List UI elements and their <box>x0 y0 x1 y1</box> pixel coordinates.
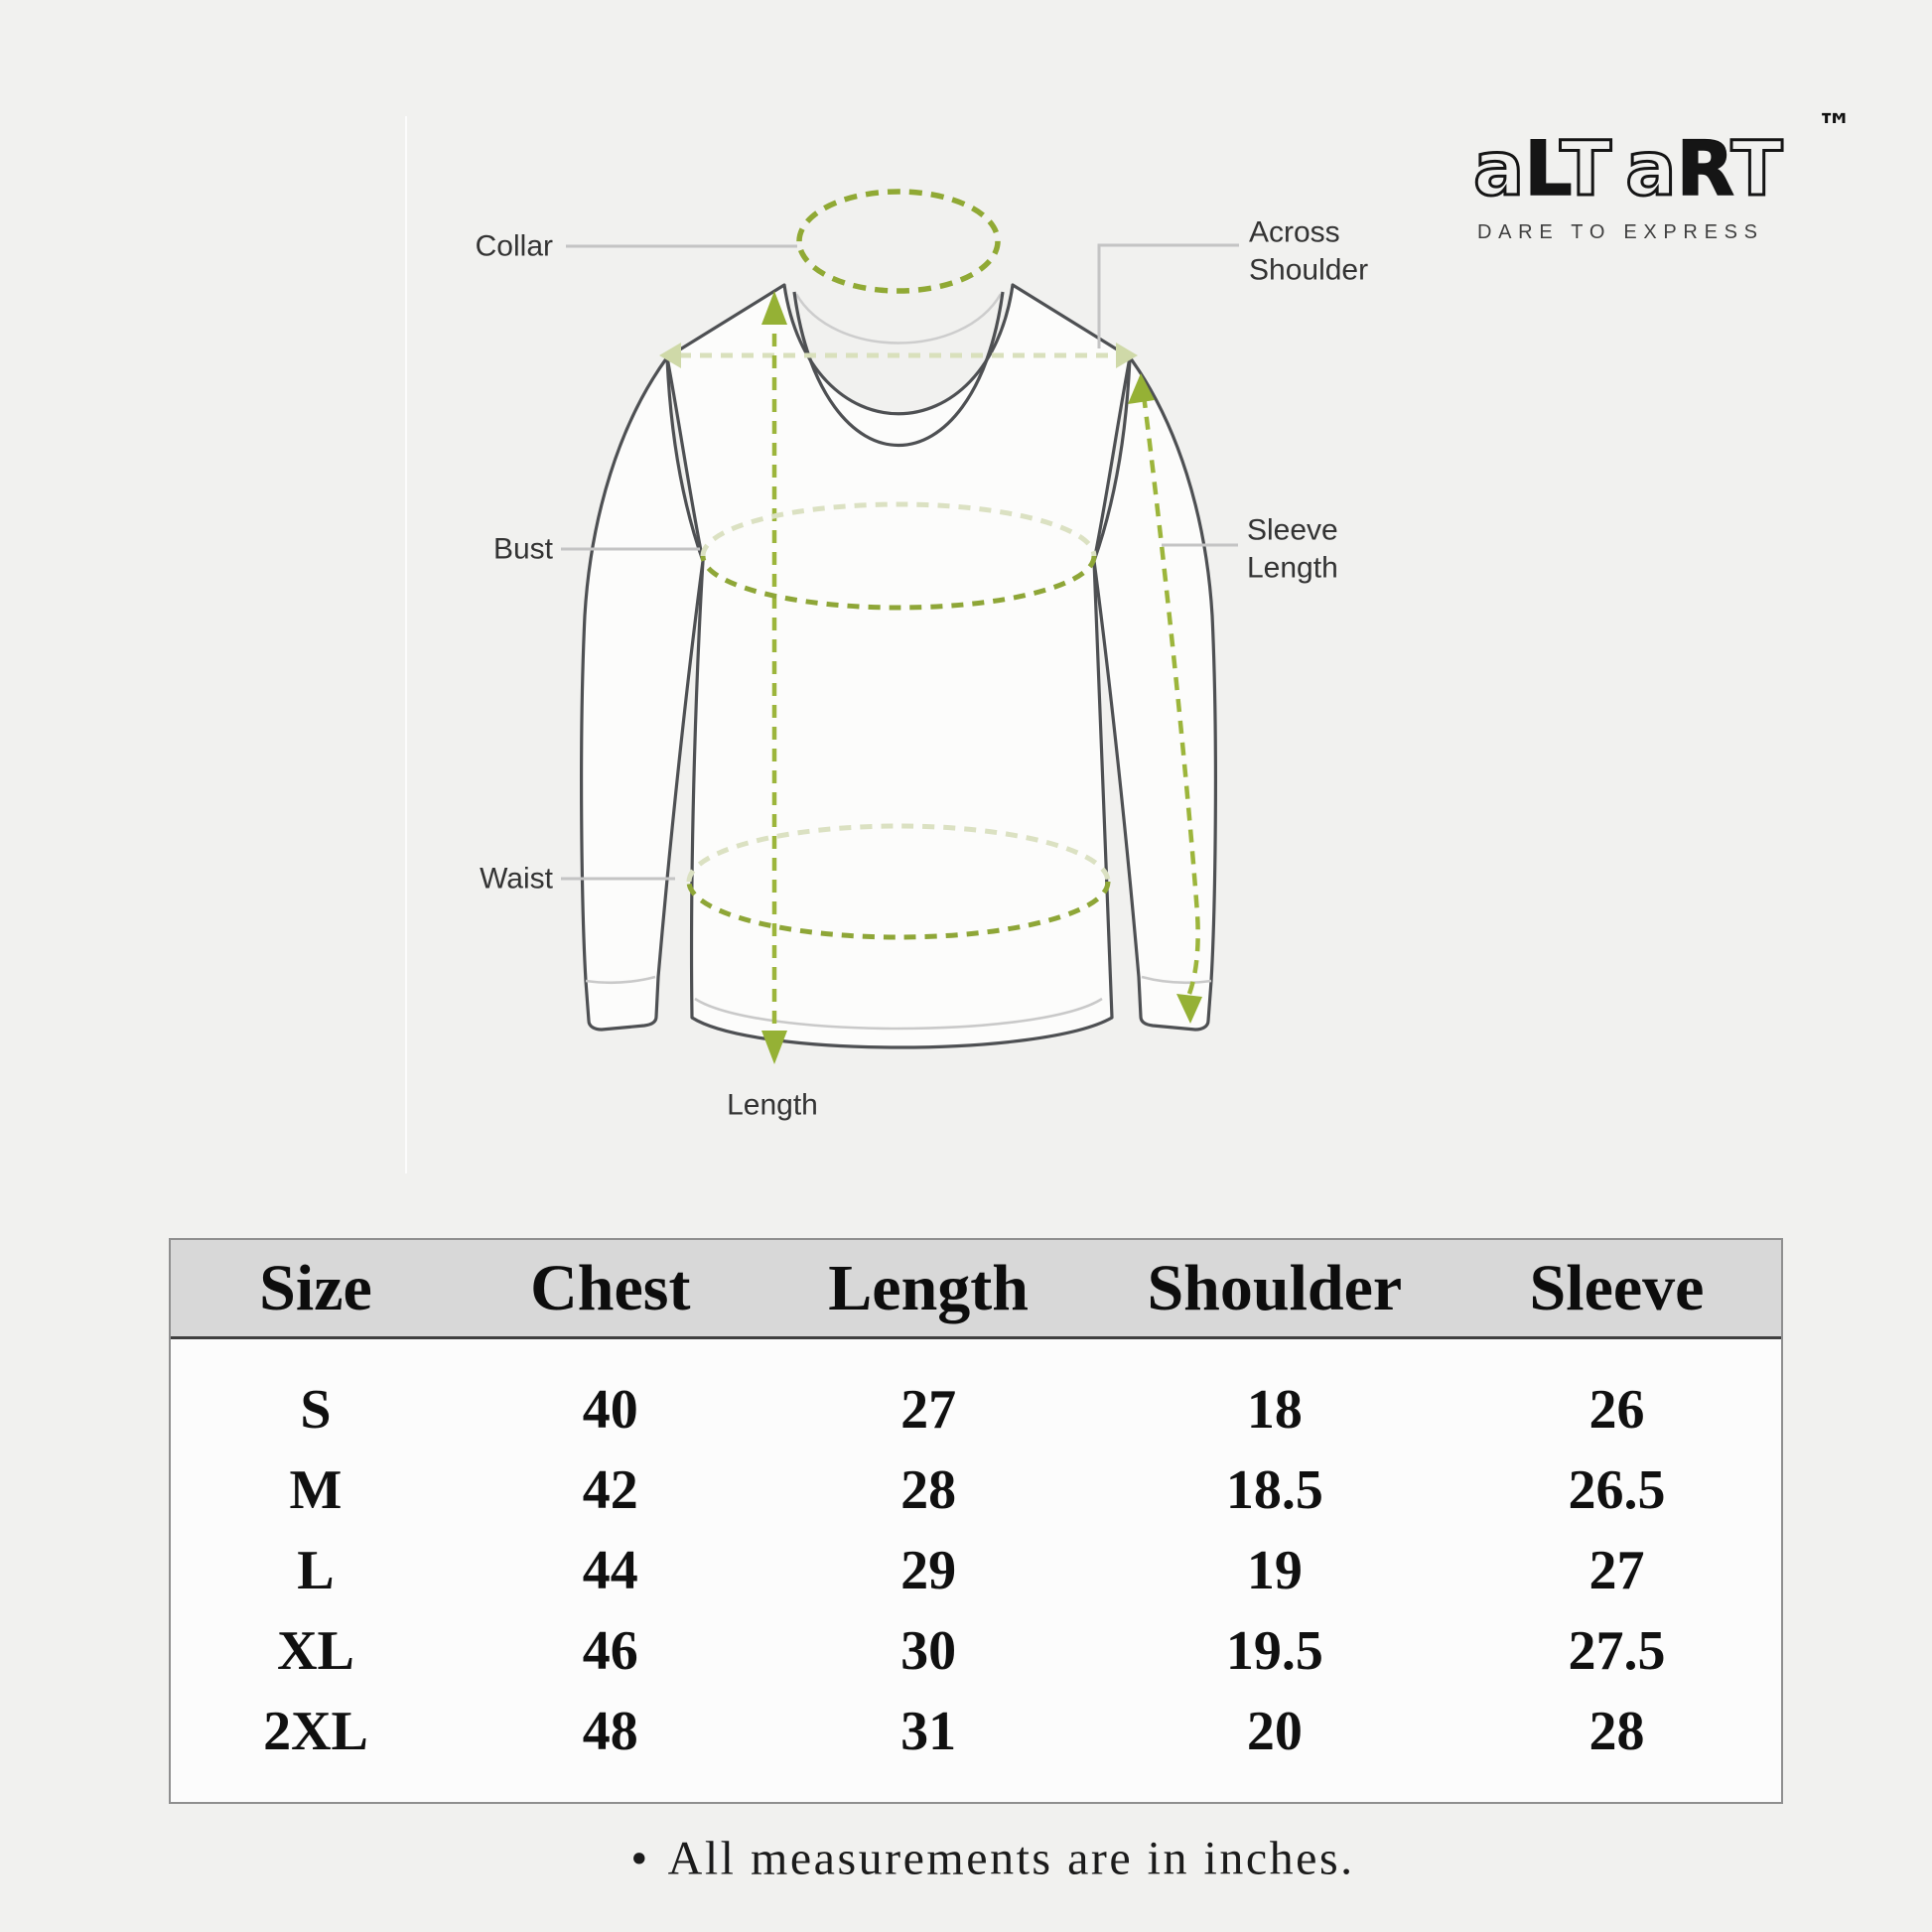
header-length: Length <box>828 1251 1029 1324</box>
shirt-body <box>667 285 1130 1047</box>
table-row <box>171 1449 1781 1530</box>
length-arrow-down <box>761 1031 787 1064</box>
table-row <box>171 1610 1781 1691</box>
header-size: Size <box>259 1251 372 1324</box>
cell-sleeve: 27 <box>1588 1539 1645 1601</box>
cell-chest: 44 <box>582 1539 638 1601</box>
cell-chest: 46 <box>582 1619 638 1682</box>
table-row <box>171 1691 1781 1771</box>
size-table-body <box>171 1339 1781 1801</box>
across-shoulder-label: Across Shoulder <box>1249 215 1369 286</box>
header-shoulder: Shoulder <box>1147 1251 1403 1324</box>
header-chest: Chest <box>530 1251 691 1324</box>
cell-length: 27 <box>900 1378 957 1441</box>
cell-size: S <box>300 1378 332 1441</box>
table-row <box>171 1530 1781 1610</box>
bust-label: Bust <box>492 532 553 566</box>
length-label: Length <box>727 1088 818 1122</box>
brand-tagline: DARE TO EXPRESS <box>1477 221 1765 243</box>
header-sleeve: Sleeve <box>1529 1251 1705 1324</box>
cell-sleeve: 27.5 <box>1568 1619 1666 1682</box>
cell-shoulder: 20 <box>1246 1700 1303 1762</box>
note-text: All measurements are in inches. <box>667 1832 1355 1885</box>
waist-label: Waist <box>480 862 553 896</box>
collar-measure-ellipse <box>799 192 998 291</box>
cell-length: 29 <box>900 1539 957 1601</box>
cell-size: M <box>289 1458 343 1521</box>
cell-chest: 48 <box>582 1700 638 1762</box>
cell-size: 2XL <box>263 1700 368 1762</box>
trademark-symbol: ™ <box>1817 107 1853 148</box>
collar-label: Collar <box>475 229 553 263</box>
brand-logo <box>1467 99 1855 258</box>
cell-shoulder: 19 <box>1246 1539 1303 1601</box>
brand-wordmark: aLT aRT <box>1473 124 1783 212</box>
cell-sleeve: 28 <box>1588 1700 1645 1762</box>
size-table <box>169 1238 1783 1804</box>
cell-shoulder: 18 <box>1246 1378 1303 1441</box>
cell-length: 30 <box>900 1619 957 1682</box>
cell-size: L <box>297 1539 335 1601</box>
cell-shoulder: 19.5 <box>1225 1619 1323 1682</box>
across-shoulder-leader-line <box>1099 245 1239 348</box>
cell-length: 31 <box>900 1700 957 1762</box>
cell-chest: 42 <box>582 1458 638 1521</box>
collar-back-line <box>796 294 1001 344</box>
cell-chest: 40 <box>582 1378 638 1441</box>
measurements-note <box>169 1832 1817 1886</box>
note-bullet: • <box>630 1832 650 1885</box>
cell-sleeve: 26.5 <box>1568 1458 1666 1521</box>
table-row <box>171 1369 1781 1449</box>
cell-length: 28 <box>900 1458 957 1521</box>
size-table-header-row <box>171 1240 1781 1339</box>
cell-shoulder: 18.5 <box>1225 1458 1323 1521</box>
cell-sleeve: 26 <box>1588 1378 1645 1441</box>
sleeve-length-label: Sleeve Length <box>1247 513 1338 584</box>
cell-size: XL <box>277 1619 354 1682</box>
